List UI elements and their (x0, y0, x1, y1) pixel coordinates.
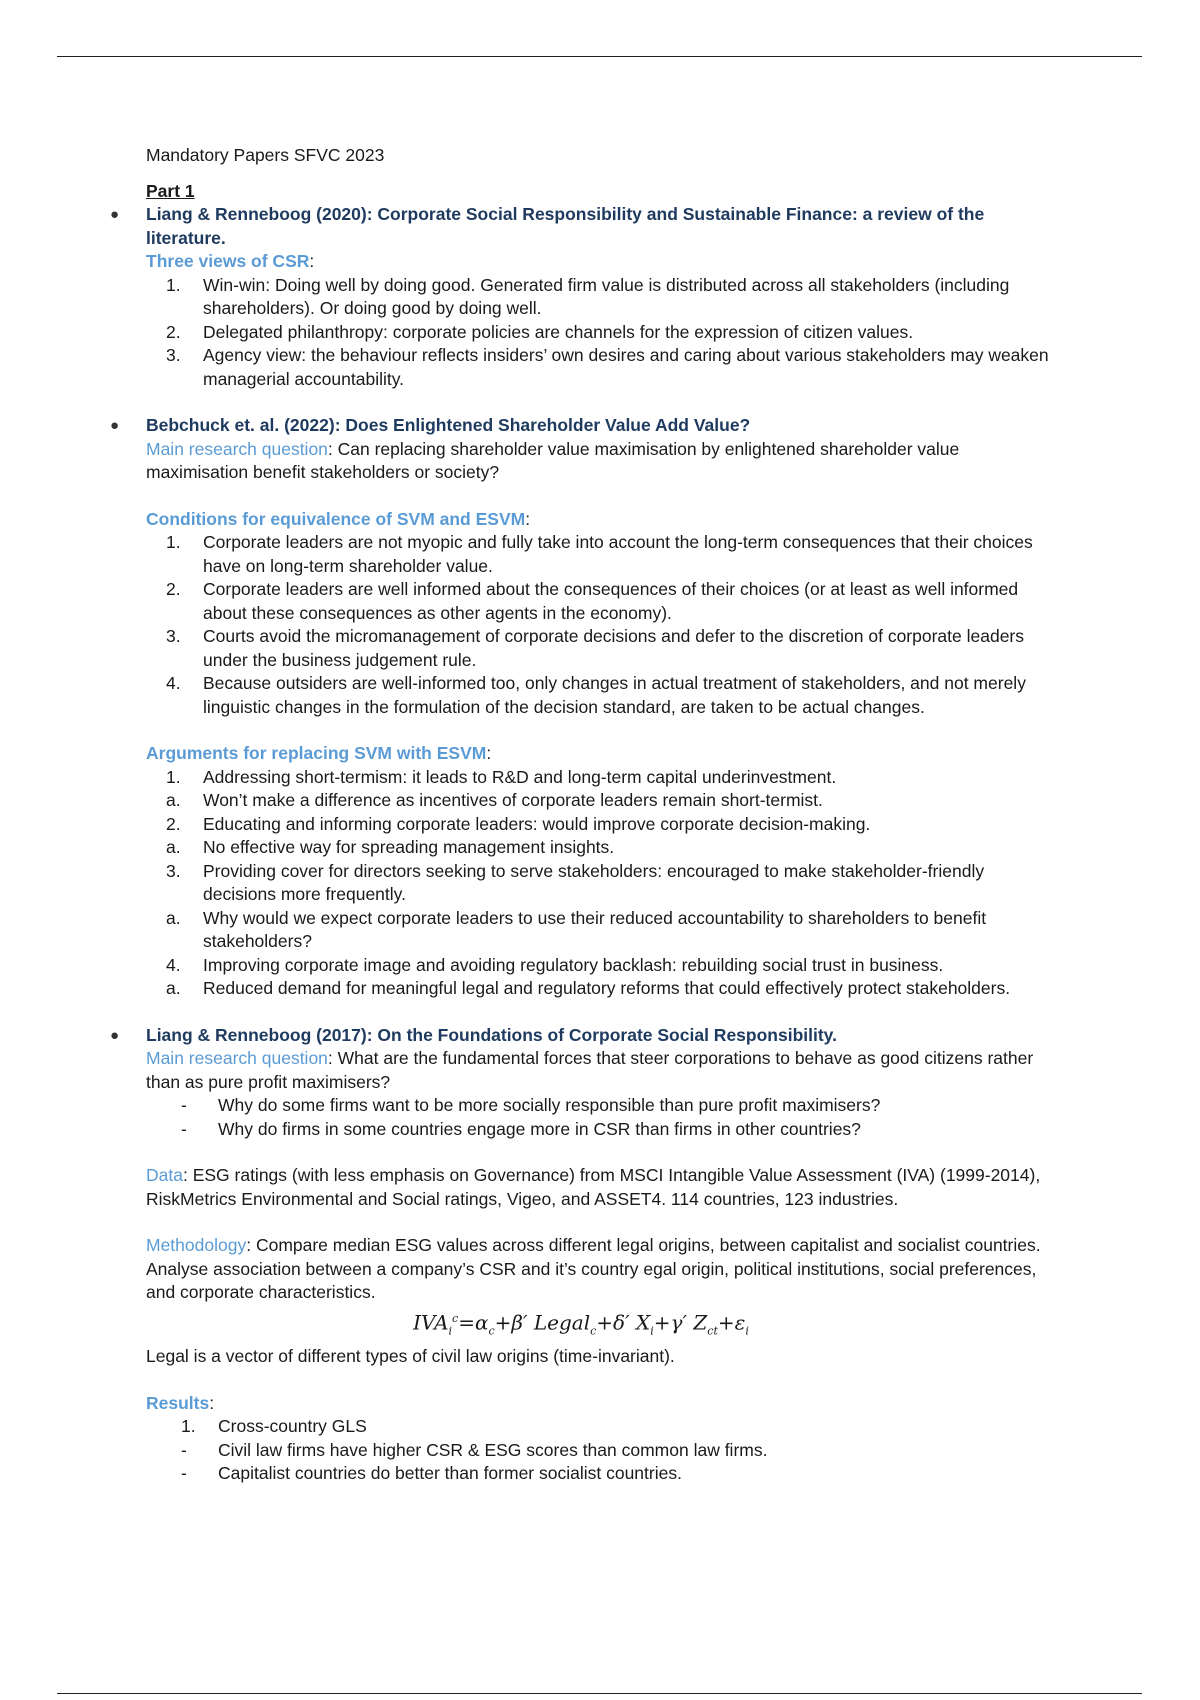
list-item: - Civil law firms have higher CSR & ESG scores than common law firms. (181, 1439, 768, 1460)
part-heading: Part 1 (146, 180, 195, 201)
sub-list-item: a. No effective way for spreading management insights. (166, 837, 615, 857)
list-item: 3. Agency view: the behaviour reflects insiders’ own desires and caring about various stakeholders may weaken managerial accountability. (166, 345, 1049, 389)
document-body (110, 144, 1056, 1486)
sub-list-item: a. Reduced demand for meaningful legal and regulatory reforms that could effectively protect stakeholders. (166, 978, 1011, 998)
subsection-label-line: Arguments for replacing SVM with ESVM: (146, 743, 492, 763)
sub-list-item: a. Won’t make a difference as incentives of corporate leaders remain short-termist. (166, 790, 823, 810)
data-paragraph: Data: ESG ratings (with less emphasis on Governance) from MSCI Intangible Value Assessment (IVA) (1999-2014), RiskMetrics Environmental and Social ratings, Vigeo, and ASSET4. 114 countries, 123 industries. (146, 1165, 1041, 1209)
paper-section-liang-2020 (110, 203, 1056, 391)
bullet-icon: ● (110, 206, 120, 223)
results-list (146, 1415, 1056, 1439)
research-question: Main research question: What are the fundamental forces that steer corporations to behave as good citizens rather than as pure profit maximisers? (146, 1048, 1034, 1092)
list-item: 1. Win-win: Doing well by doing good. Generated firm value is distributed across all stakeholders (including shareholders). Or doing good by doing well. (166, 274, 1010, 318)
subsection-label-line: Results: (146, 1392, 215, 1413)
list-item: - Why do some firms want to be more socially responsible than pure profit maximisers? (181, 1095, 881, 1115)
list-item: - Why do firms in some countries engage more in CSR than firms in other countries? (181, 1118, 861, 1139)
list-item: 2. Corporate leaders are well informed about the consequences of their choices (or at least as well informed about these consequences as other agents in the economy). (166, 579, 1019, 623)
paper-section-liang-2017 (110, 1024, 1056, 1486)
paper-title: Liang & Renneboog (2017): On the Foundations of Corporate Social Responsibility. (146, 1024, 837, 1045)
legal-note: Legal is a vector of different types of civil law origins (time-invariant). (146, 1346, 675, 1367)
bottom-rule (57, 1693, 1142, 1694)
page-title: Mandatory Papers SFVC 2023 (146, 145, 385, 165)
list-item: 4. Because outsiders are well-informed too, only changes in actual treatment of stakeholders, and not merely linguistic changes in the formulation of the decision standard, are taken to be actual changes. (166, 673, 1026, 717)
bullet-icon: ● (110, 1026, 120, 1044)
subsection-label-line: Three views of CSR: (146, 251, 315, 271)
list-item: 3. Providing cover for directors seeking to serve stakeholders: encouraged to make stakeholder-friendly decisions more frequently. (166, 860, 985, 904)
top-rule (57, 56, 1142, 57)
conditions-list (146, 531, 1056, 719)
subsection-label-line: Conditions for equivalence of SVM and ESVM: (146, 508, 531, 529)
list-item: 4. Improving corporate image and avoiding regulatory backlash: rebuilding social trust in business. (166, 954, 944, 975)
arguments-list (146, 766, 1056, 1001)
list-item: 1. Cross-country GLS (181, 1416, 367, 1437)
subsection-label: Results (146, 1392, 210, 1413)
subsection-label: Three views of CSR (146, 251, 310, 271)
subsection-label: Arguments for replacing SVM with ESVM (146, 743, 487, 763)
paper-title: Bebchuck et. al. (2022): Does Enlightened Shareholder Value Add Value? (146, 415, 751, 435)
paper-section-bebchuck-2022 (110, 414, 1056, 1001)
methodology-paragraph: Methodology: Compare median ESG values across different legal origins, between capitalist and socialist countries. Analyse association between a company’s CSR and it’s country egal origin, political institutions, social preferences, and corporate characteristics. (146, 1235, 1041, 1302)
regression-formula: $IVA_i^c=\alpha_c+\beta'$ Legal$_c$+δ′ $X_i+\gamma'$ $Z_{ct}+\varepsilon_i$ (413, 1310, 749, 1338)
result-points (146, 1439, 1056, 1486)
list-item: 1. Corporate leaders are not myopic and fully take into account the long-term consequences that their choices have on long-term shareholder value. (166, 532, 1033, 576)
list-item: 3. Courts avoid the micromanagement of corporate decisions and defer to the discretion of corporate leaders under the business judgement rule. (166, 626, 1025, 670)
views-list (146, 274, 1056, 392)
research-question: Main research question: Can replacing shareholder value maximisation by enlightened shareholder value maximisation benefit stakeholders or society? (146, 438, 960, 482)
list-item: 2. Delegated philanthropy: corporate policies are channels for the expression of citizen values. (166, 321, 914, 342)
list-item: - Capitalist countries do better than former socialist countries. (181, 1463, 682, 1484)
question-list (146, 1094, 1056, 1141)
sub-list-item: a. Why would we expect corporate leaders to use their reduced accountability to shareholders to benefit stakeholders? (166, 907, 987, 951)
bullet-icon: ● (110, 417, 120, 434)
list-item: 2. Educating and informing corporate leaders: would improve corporate decision-making. (166, 813, 871, 834)
list-item: 1. Addressing short-termism: it leads to R&D and long-term capital underinvestment. (166, 766, 837, 787)
paper-title: Liang & Renneboog (2020): Corporate Social Responsibility and Sustainable Finance: a review of the literature. (146, 204, 985, 248)
subsection-label: Conditions for equivalence of SVM and ESVM (146, 508, 526, 529)
